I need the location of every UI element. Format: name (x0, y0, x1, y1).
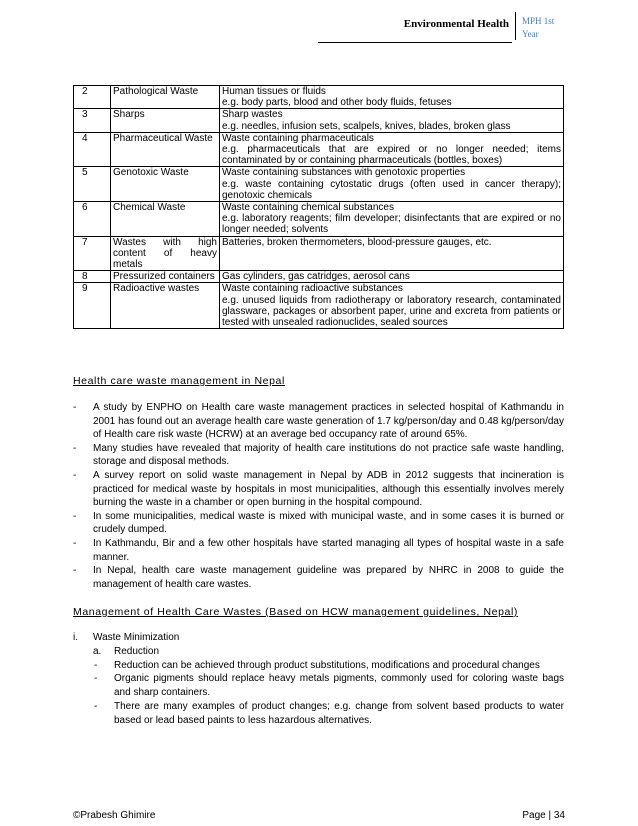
waste-description (220, 167, 564, 202)
header-rule (318, 42, 512, 43)
waste-type: Sharps (111, 109, 220, 132)
outline-item-i (73, 631, 564, 645)
outline-marker-a: a. (93, 645, 102, 657)
list-item (73, 700, 564, 728)
description-line: Sharp wastes (222, 109, 283, 121)
row-number: 2 (74, 86, 111, 109)
waste-type: Chemical Waste (111, 202, 220, 237)
point-text: Reduction can be achieved through product substitutions, modifications and procedural changes (114, 659, 540, 671)
description-line: e.g. laboratory reagents; film developer; disinfectants that are expired or no longer needed; solvents (222, 213, 561, 236)
waste-type-table (73, 85, 564, 329)
description-line: e.g. unused liquids from radiotherapy or laboratory research, contaminated glassware, packages or absorbent paper, urine and excreta from patients or tested with unsealed radionuclides, sealed sources (222, 294, 561, 329)
description-line: Batteries, broken thermometers, blood-pressure gauges, etc. (222, 236, 492, 248)
row-number: 9 (74, 283, 111, 329)
point-text: Organic pigments should replace heavy metals pigments, commonly used for coloring waste bags and sharp containers. (114, 673, 564, 699)
waste-description (220, 236, 564, 271)
row-number: 6 (74, 202, 111, 237)
row-number: 4 (74, 132, 111, 167)
row-number: 8 (74, 271, 111, 283)
waste-description (220, 271, 564, 283)
footer-page-number: Page | 34 (522, 810, 565, 821)
table-row (74, 283, 564, 329)
bullet-text: Many studies have revealed that majority of health care institutions do not practice safe waste handling, storage and disposal methods. (93, 442, 564, 468)
list-item (73, 510, 564, 537)
waste-description (220, 202, 564, 237)
header-title: Environmental Health (404, 12, 516, 40)
list-item (73, 659, 564, 673)
bullet-dash: - (73, 442, 77, 454)
table-row (74, 202, 564, 237)
description-line: e.g. body parts, blood and other body fluids, fetuses (222, 97, 452, 109)
list-item (73, 564, 564, 591)
description-line: e.g. pharmaceuticals that are expired or no longer needed; items contaminated by or containing pharmaceuticals (bottles, boxes) (222, 144, 561, 167)
waste-type: Pathological Waste (111, 86, 220, 109)
table-row (74, 109, 564, 132)
waste-type: Radioactive wastes (111, 283, 220, 329)
management-outline (73, 631, 564, 728)
outline-subitem-a (73, 645, 564, 659)
section-heading-management: Management of Health Care Wastes (Based on HCW management guidelines, Nepal) (73, 606, 518, 618)
bullet-dash: - (73, 565, 77, 577)
waste-description (220, 283, 564, 329)
description-line: Waste containing radioactive substances (222, 283, 403, 295)
bullet-dash: - (73, 402, 77, 413)
row-number: 7 (74, 236, 111, 271)
row-number: 3 (74, 109, 111, 132)
bullet-dash: - (94, 673, 98, 685)
bullet-dash: - (73, 537, 77, 549)
bullet-text: In Nepal, health care waste management guideline was prepared by NHRC in 2008 to guide the management of health care wastes. (93, 565, 564, 590)
row-number: 5 (74, 167, 111, 202)
outline-label-reduction: Reduction (114, 645, 160, 657)
table-row (74, 86, 564, 109)
description-line: Human tissues or fluids (222, 86, 326, 97)
bullet-dash: - (94, 659, 98, 671)
description-line: Waste containing pharmaceuticals (222, 132, 374, 144)
bullet-text: A study by ENPHO on Health care waste management practices in selected hospital of Kathmandu in 2001 has found out an average health care waste generation of 1.7 kg/person/day and 0.48 kg/person/day of Health care risk waste (HCRW) at an average bed occupancy rate of around 65%. (93, 402, 564, 441)
list-item (73, 672, 564, 700)
nepal-bullet-list (73, 401, 564, 591)
description-line: e.g. waste containing cytostatic drugs (often used in cancer therapy); genotoxic chemicals (222, 178, 561, 201)
waste-description (220, 109, 564, 132)
list-item (73, 401, 564, 442)
list-item (73, 537, 564, 564)
point-text: There are many examples of product changes; e.g. change from solvent based products to water based or lead based paints to less hazardous alternatives. (114, 700, 564, 726)
table-row (74, 167, 564, 202)
bullet-text: In Kathmandu, Bir and a few other hospitals have started managing all types of hospital waste in a safe manner. (93, 537, 564, 563)
outline-label-waste-minimization: Waste Minimization (93, 632, 180, 643)
footer-author: ©Prabesh Ghimire (73, 810, 156, 821)
list-item (73, 469, 564, 510)
table-row (74, 132, 564, 167)
bullet-dash: - (73, 469, 77, 481)
waste-description (220, 86, 564, 109)
list-item (73, 442, 564, 469)
header-subtitle (516, 12, 566, 41)
waste-type: Wastes with high content of heavy metals (111, 236, 220, 271)
table-row (74, 236, 564, 271)
bullet-dash: - (73, 510, 77, 522)
waste-type: Pharmaceutical Waste (111, 132, 220, 167)
section-heading-nepal: Health care waste management in Nepal (73, 375, 285, 387)
description-line: e.g. needles, infusion sets, scalpels, knives, blades, broken glass (222, 120, 511, 132)
description-line: Waste containing chemical substances (222, 202, 394, 214)
page-header (404, 12, 566, 42)
header-subtitle-line1: MPH 1st (522, 16, 555, 26)
description-line: Gas cylinders, gas catridges, aerosol cans (222, 271, 410, 283)
outline-marker-i: i. (73, 632, 78, 643)
header-subtitle-line2: Year (522, 29, 539, 39)
waste-description (220, 132, 564, 167)
waste-type: Genotoxic Waste (111, 167, 220, 202)
bullet-text: In some municipalities, medical waste is mixed with municipal waste, and in some cases it is burned or crudely dumped. (93, 510, 564, 536)
description-line: Waste containing substances with genotoxic properties (222, 167, 466, 179)
waste-type: Pressurized containers (111, 271, 220, 283)
bullet-text: A survey report on solid waste management in Nepal by ADB in 2012 suggests that incineration is practiced for medical waste by hospitals in most municipalities, although this essentially involves merely burning the waste in a chamber or open burning in the hospital compound. (93, 469, 564, 509)
table-row (74, 271, 564, 283)
bullet-dash: - (94, 700, 98, 712)
